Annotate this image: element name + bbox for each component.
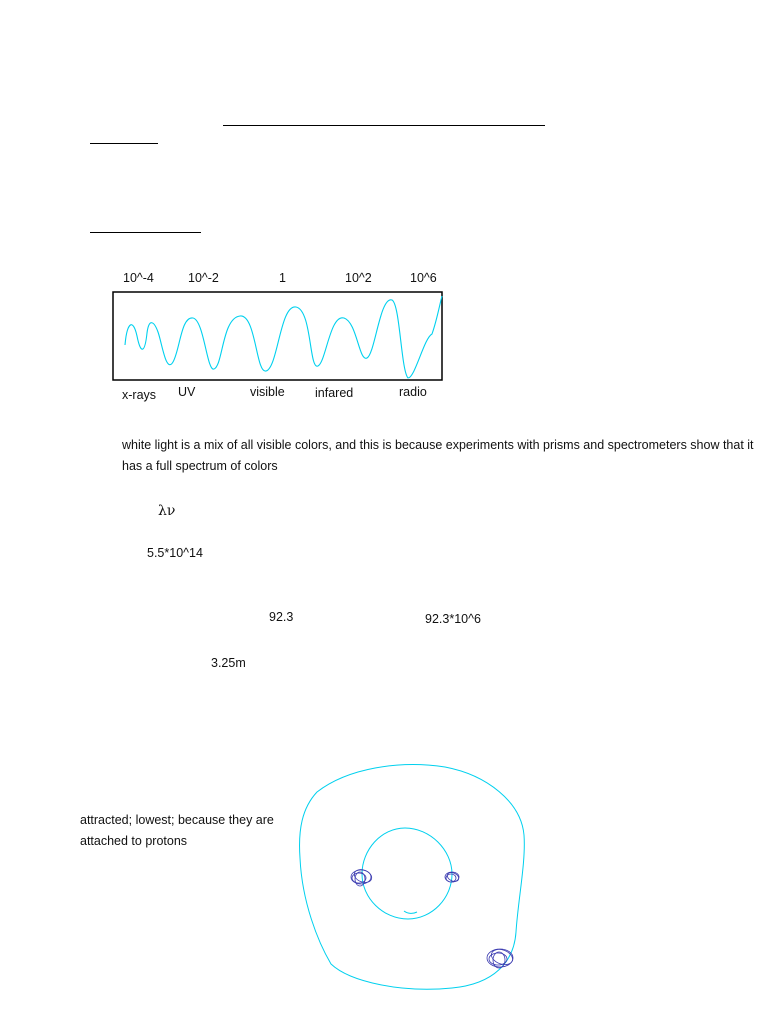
inner-electron-shell (362, 828, 452, 919)
scale-label-1e2: 10^2 (345, 271, 372, 285)
electron-note: attracted; lowest; because they are attached to protons (80, 813, 274, 848)
electron-outer (487, 947, 515, 968)
white-light-note: white light is a mix of all visible colors, and this is because experiments with prisms and spectrometers show that it has a full spectrum of colors (122, 438, 754, 473)
spectrum-wave (125, 296, 442, 378)
band-label-x-rays: x-rays (122, 388, 157, 402)
band-label-infrared: infared (315, 386, 354, 400)
radio-mhz: 92.3 (269, 610, 294, 624)
electron-right (445, 871, 460, 883)
scale-label-1e-4: 10^-4 (123, 271, 154, 285)
band-label-uv: UV (178, 385, 196, 399)
inner-shell-mark (404, 911, 417, 913)
scale-label-1: 1 (279, 271, 286, 285)
wavelength-answer: 3.25m (211, 656, 246, 670)
spectrum-box (113, 292, 442, 380)
frequency-answer: 5.5*10^14 (147, 546, 203, 560)
wave-formula: λν (158, 503, 176, 519)
band-label-radio: radio (399, 385, 427, 399)
scale-label-1e-2: 10^-2 (188, 271, 219, 285)
scale-label-1e6: 10^6 (410, 271, 437, 285)
radio-hz: 92.3*10^6 (425, 612, 481, 626)
band-label-visible: visible (250, 385, 285, 399)
